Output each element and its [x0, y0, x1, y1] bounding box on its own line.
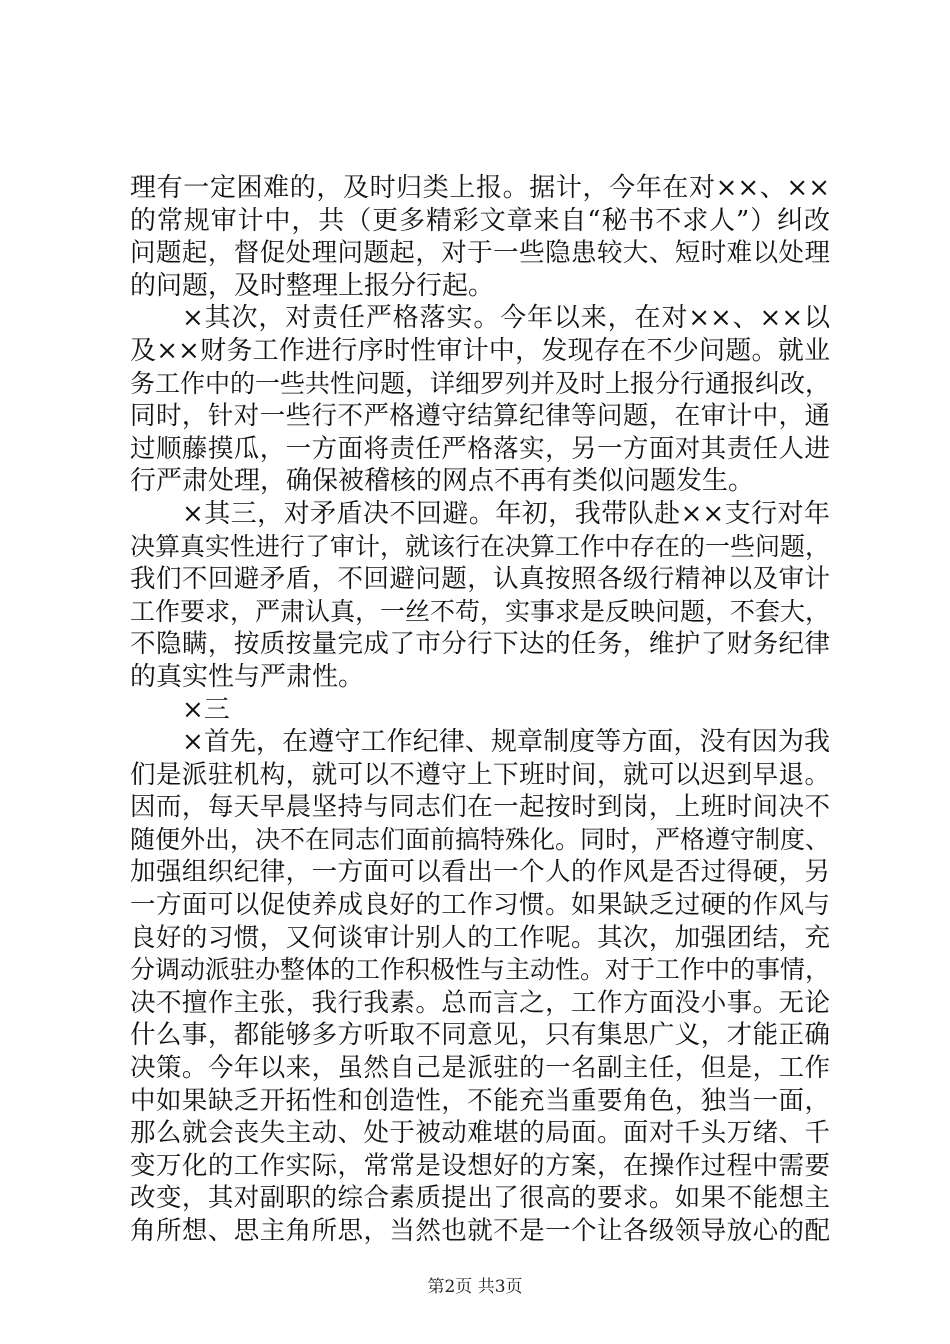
text-line: 工作要求，严肃认真，一丝不苟，实事求是反映问题，不套大， — [130, 596, 831, 626]
text-line: 中如果缺乏开拓性和创造性，不能充当重要角色，独当一面， — [130, 1085, 830, 1116]
text-line: 理有一定困难的，及时归类上报。据计，今年在对××、×× — [130, 173, 830, 203]
text-line: 们是派驻机构，就可以不遵守上下班时间，就可以迟到早退。 — [130, 759, 830, 790]
paragraph-end-line: 的问题，及时整理上报分行起。 — [130, 270, 495, 301]
text-line: 改变，其对副职的综合素质提出了很高的要求。如果不能想主 — [130, 1183, 830, 1214]
section-heading: ×三 — [182, 694, 230, 725]
text-line: 决不擅作主张，我行我素。总而言之，工作方面没小事。无论 — [130, 987, 830, 1018]
text-line: 务工作中的一些共性问题，详细罗列并及时上报分行通报纠改， — [130, 368, 831, 398]
text-line: 随便外出，决不在同志们面前搞特殊化。同时，严格遵守制度、 — [130, 824, 831, 854]
text-line: 一方面可以促使养成良好的工作习惯。如果缺乏过硬的作风与 — [130, 890, 830, 921]
text-line: 同时，针对一些行不严格遵守结算纪律等问题，在审计中，通 — [130, 401, 830, 432]
text-line: 角所想、思主角所思，当然也就不是一个让各级领导放心的配 — [130, 1216, 830, 1246]
text-line: 那么就会丧失主动、处于被动难堪的局面。面对千头万绪、千 — [130, 1118, 830, 1149]
text-line: 分调动派驻办整体的工作积极性与主动性。对于工作中的事情， — [130, 955, 831, 985]
paragraph-end-line: 的真实性与严肃性。 — [130, 661, 365, 692]
text-line: 决算真实性进行了审计，就该行在决算工作中存在的一些问题， — [130, 531, 831, 561]
text-line: 不隐瞒，按质按量完成了市分行下达的任务，维护了财务纪律 — [130, 629, 830, 660]
text-line: 良好的习惯，又何谈审计别人的工作呢。其次，加强团结，充 — [130, 922, 830, 953]
page-number-footer: 第2页 共3页 — [427, 1277, 523, 1297]
text-line: 加强组织纪律，一方面可以看出一个人的作风是否过得硬，另 — [130, 857, 830, 888]
paragraph-start-line: ×其三，对矛盾决不回避。年初，我带队赴××支行对年 — [182, 498, 830, 529]
text-line: 我们不回避矛盾，不回避问题，认真按照各级行精神以及审计 — [130, 564, 830, 595]
document-body — [130, 172, 830, 1248]
text-line: 因而，每天早晨坚持与同志们在一起按时到岗，上班时间决不 — [130, 792, 830, 823]
paragraph-end-line: 行严肃处理，确保被稽核的网点不再有类似问题发生。 — [130, 466, 755, 497]
paragraph-start-line: ×其次，对责任严格落实。今年以来，在对××、××以 — [182, 303, 830, 334]
text-line: 决策。今年以来，虽然自己是派驻的一名副主任，但是，工作 — [130, 1053, 830, 1084]
text-line: 什么事，都能够多方听取不同意见，只有集思广义，才能正确 — [130, 1020, 830, 1051]
text-line: 的常规审计中，共（更多精彩文章来自“秘书不求人”）纠改 — [130, 205, 830, 236]
text-line: 过顺藤摸瓜，一方面将责任严格落实，另一方面对其责任人进 — [130, 433, 830, 464]
paragraph-start-line: ×首先，在遵守工作纪律、规章制度等方面，没有因为我 — [182, 727, 830, 758]
text-line: 问题起，督促处理问题起，对于一些隐患较大、短时难以处理 — [130, 238, 830, 269]
text-line: 及××财务工作进行序时性审计中，发现存在不少问题。就业 — [130, 335, 830, 366]
text-line: 变万化的工作实际，常常是设想好的方案，在操作过程中需要 — [130, 1150, 830, 1181]
